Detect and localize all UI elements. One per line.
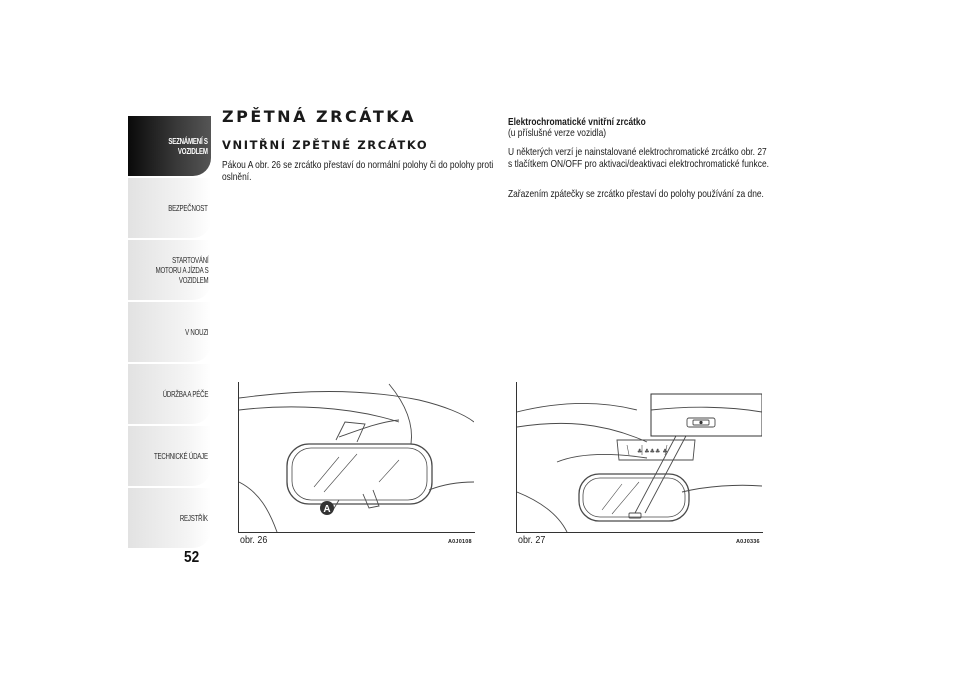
sidebar-tab-label: STARTOVÁNÍ MOTORU A JÍZDA S VOZIDLEM <box>155 255 208 285</box>
sidebar-tab-bezpecnost[interactable] <box>128 178 211 238</box>
sidebar-tab-startovani[interactable] <box>128 240 211 300</box>
sidebar-tab-technicke-udaje[interactable] <box>128 426 211 486</box>
left-paragraph: Pákou A obr. 26 se zrcátko přestaví do normální polohy či do polohy proti oslnění. <box>222 159 494 183</box>
sidebar-tab-seznameni[interactable] <box>128 116 211 176</box>
sidebar-tab-label: TECHNICKÉ ÚDAJE <box>154 451 208 461</box>
sidebar-tab-label: REJSTŘÍK <box>180 513 208 523</box>
chapter-sidebar <box>128 116 211 546</box>
sidebar-tab-label: ÚDRŽBA A PÉČE <box>162 389 208 399</box>
page-number: 52 <box>184 549 200 566</box>
svg-text:♣ ♣♣♣ ♣: ♣ ♣♣♣ ♣ <box>637 448 668 455</box>
callout-a: A <box>323 504 331 515</box>
right-paragraph-1: U některých verzí je nainstalované elektrochromatické zrcátko obr. 27 s tlačítkem ON/OFF pro aktivaci/deaktivaci elektrochromatické funkce. <box>508 146 769 170</box>
sidebar-tab-udrzba[interactable] <box>128 364 211 424</box>
sidebar-tab-label: SEZNÁMENÍ S VOZIDLEM <box>168 136 208 156</box>
right-heading: Elektrochromatické vnitřní zrcátko <box>508 116 646 128</box>
sidebar-tab-label: BEZPEČNOST <box>168 203 208 213</box>
figure-27-caption: obr. 27 <box>518 534 546 546</box>
figure-27-illustration <box>517 382 762 532</box>
sidebar-tab-rejstrik[interactable] <box>128 488 211 548</box>
figure-27-code: A0J0336 <box>736 539 760 545</box>
figure-26-code: A0J0108 <box>448 539 472 545</box>
sidebar-tab-v-nouzi[interactable] <box>128 302 211 362</box>
right-note: (u příslušné verze vozidla) <box>508 127 607 139</box>
section-subtitle: VNITŘNÍ ZPĚTNÉ ZRCÁTKO <box>222 138 429 152</box>
figure-26-illustration <box>239 382 474 532</box>
right-paragraph-2: Zařazením zpátečky se zrcátko přestaví do polohy používání za dne. <box>508 188 764 200</box>
section-title: ZPĚTNÁ ZRCÁTKA <box>222 107 417 126</box>
figure-26-caption: obr. 26 <box>240 534 268 546</box>
sidebar-tab-label: V NOUZI <box>184 327 208 337</box>
